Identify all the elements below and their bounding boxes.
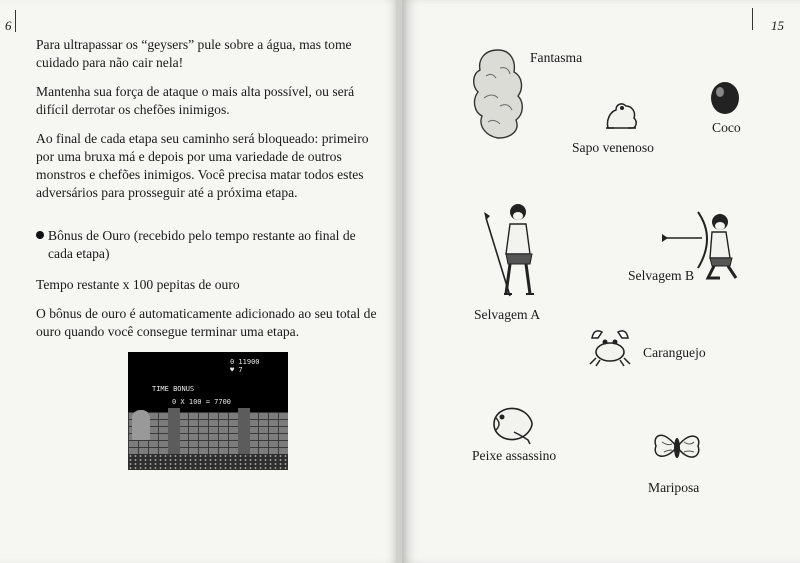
ghost-icon <box>470 46 526 142</box>
right-page <box>402 0 800 563</box>
gold-bonus-bullet <box>36 227 381 263</box>
pillar <box>168 408 180 458</box>
fish-icon <box>488 402 538 446</box>
page-number-divider <box>752 8 753 30</box>
creature-label-mariposa: Mariposa <box>648 480 700 495</box>
page-number-divider <box>15 10 16 32</box>
game-screenshot <box>128 352 288 470</box>
time-formula: Tempo restante x 100 pepitas de ouro <box>36 277 240 292</box>
pillar <box>238 408 250 458</box>
bonus-calculation: 0 X 100 = 7700 <box>172 398 232 406</box>
bullet-icon <box>36 231 44 239</box>
creature-label-selvagem-a: Selvagem A <box>474 307 541 322</box>
moth-icon <box>650 422 704 470</box>
creature-label-caranguejo: Caranguejo <box>643 345 706 360</box>
paragraph-stage-end: Ao final de cada etapa seu caminho será bloqueado: primeiro por uma bruxa má e depois por uma variedade de outros monstros e chefões inimigos. Você precisa matar todos estes adversários para prosseguir até a próxima etapa. <box>36 131 369 200</box>
paragraph-geysers: Para ultrapassar os “geysers” pule sobre a água, mas tome cuidado para não cair nela! <box>36 37 352 70</box>
ghost-sprite <box>132 410 150 440</box>
crab-icon <box>588 326 632 368</box>
creature-label-selvagem-b: Selvagem B <box>628 268 695 283</box>
floor <box>128 454 288 470</box>
paragraph-gold-bonus: O bônus de ouro é automaticamente adicionado ao seu total de ouro quando você consegue terminar uma etapa. <box>36 306 377 339</box>
brick-wall <box>128 412 288 454</box>
gold-bonus-text: Bônus de Ouro (recebido pelo tempo restante ao final de cada etapa) <box>48 228 356 261</box>
page-number-left: 6 <box>5 18 12 33</box>
time-bonus-label: TIME BONUS <box>152 385 195 393</box>
page-number-right: 15 <box>771 18 784 33</box>
frog-icon <box>602 98 640 132</box>
creature-label-sapo: Sapo venenoso <box>572 140 654 155</box>
creature-label-peixe: Peixe assassino <box>472 448 557 463</box>
coconut-icon <box>708 78 742 116</box>
creature-label-coco: Coco <box>712 120 741 135</box>
hud-score: 0 11900 <box>230 358 260 366</box>
paragraph-attack-strength: Mantenha sua força de ataque o mais alta possível, ou será difícil derrotar os chefões inimigos. <box>36 84 355 117</box>
hud-lives: ♥ 7 <box>230 366 243 374</box>
creature-label-fantasma: Fantasma <box>530 50 583 65</box>
spearman-icon <box>480 200 544 300</box>
left-page <box>0 0 398 563</box>
